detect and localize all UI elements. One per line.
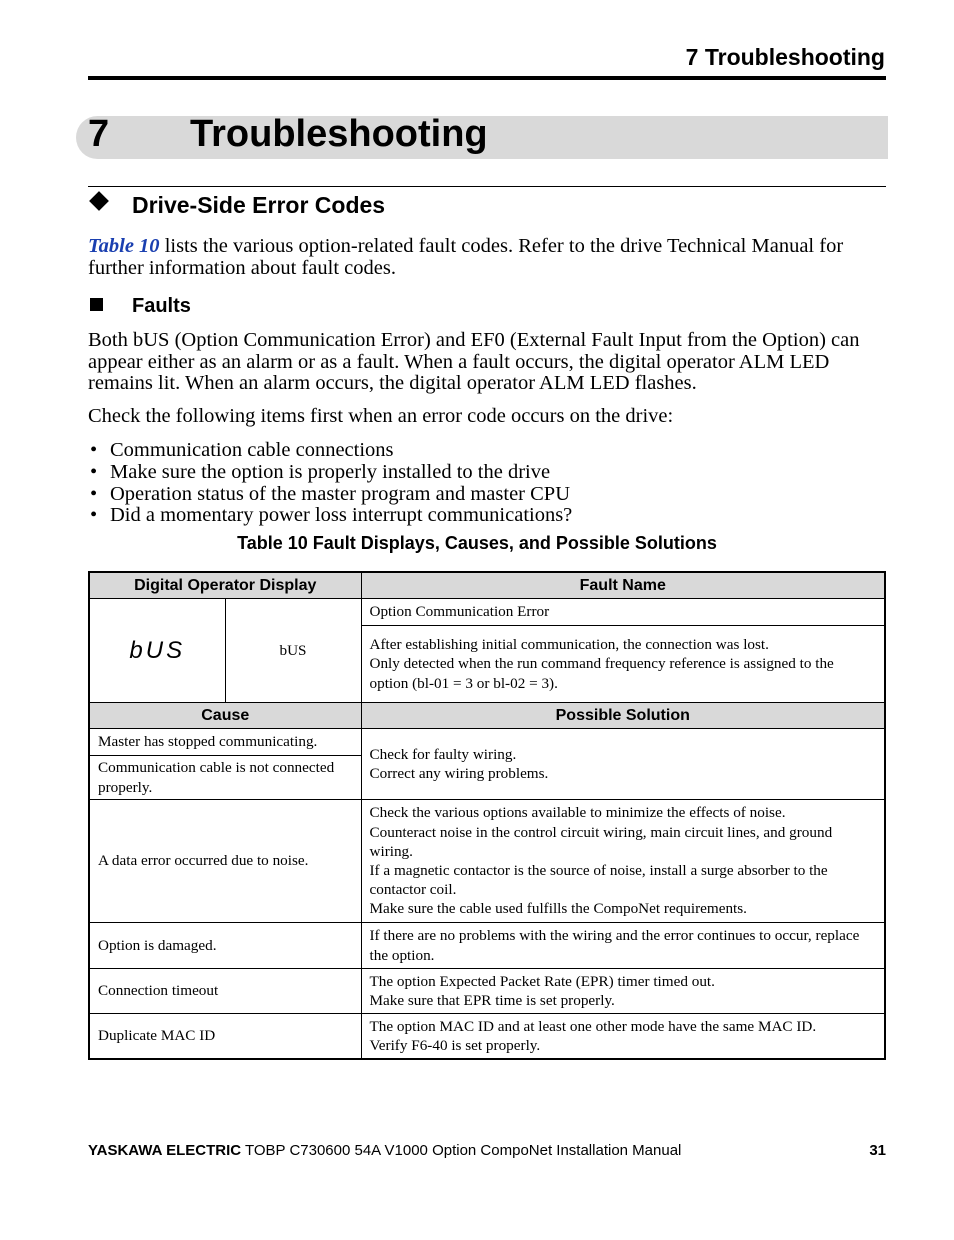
cause-cell: Master has stopped communicating.	[89, 729, 361, 756]
page-number: 31	[869, 1142, 886, 1159]
table-row	[89, 969, 885, 1014]
cause-cell: Connection timeout	[89, 969, 361, 1014]
segment-display: bUS	[89, 599, 225, 703]
footer	[88, 1142, 681, 1159]
footer-doc: TOBP C730600 54A V1000 Option CompoNet Installation Manual	[241, 1142, 682, 1159]
table-caption: Table 10 Fault Displays, Causes, and Possible Solutions	[237, 533, 717, 553]
diamond-icon	[89, 191, 109, 211]
check-list	[90, 440, 572, 527]
solution-cell: Check the various options available to minimize the effects of noise. Counteract noise in the control circuit wiring, main circuit lines, and ground wiring. If a magnetic contactor is the source of noise, install a surge absorber to the contactor coil. Make sure the cable used fulfills the CompoNet requirements.	[361, 800, 885, 923]
section-title: Drive-Side Error Codes	[132, 192, 386, 218]
check-paragraph: Check the following items first when an error code occurs on the drive:	[88, 405, 674, 427]
header-display: Digital Operator Display	[89, 572, 361, 599]
fault-code: bUS	[225, 599, 361, 703]
fault-table	[88, 571, 886, 1060]
header-solution: Possible Solution	[361, 703, 885, 729]
table-row	[89, 800, 885, 923]
header-cause: Cause	[89, 703, 361, 729]
intro-paragraph	[88, 236, 888, 279]
header-fault-name: Fault Name	[361, 572, 885, 599]
solution-cell: The option Expected Packet Rate (EPR) timer timed out. Make sure that EPR time is set properly.	[361, 969, 885, 1014]
faults-paragraph: Both bUS (Option Communication Error) and EF0 (External Fault Input from the Option) can appear either as an alarm or as a fault. When a fault occurs, the digital operator ALM LED remains lit. When an alarm occurs, the digital operator ALM LED flashes.	[88, 329, 860, 394]
footer-brand: YASKAWA ELECTRIC	[88, 1142, 242, 1159]
running-header: 7 Troubleshooting	[685, 44, 885, 70]
section-rule	[88, 186, 886, 187]
header-rule	[88, 76, 886, 80]
square-bullet-icon	[90, 298, 103, 311]
intro-text: lists the various option-related fault codes. Refer to the drive Technical Manual for further information about fault codes.	[88, 235, 844, 279]
table-row	[89, 1014, 885, 1059]
chapter-number: 7	[88, 113, 110, 155]
list-item: • Communication cable connections	[90, 439, 394, 461]
table-link[interactable]: Table 10	[88, 235, 160, 257]
fault-name: Option Communication Error	[361, 599, 885, 626]
cause-cell: A data error occurred due to noise.	[89, 800, 361, 923]
subsection-title: Faults	[132, 295, 191, 317]
solution-cell: If there are no problems with the wiring and the error continues to occur, replace the option.	[361, 923, 885, 969]
solution-cell: Check for faulty wiring. Correct any wiring problems.	[361, 729, 885, 800]
table-row	[89, 729, 885, 756]
table-row	[89, 923, 885, 969]
fault-description: After establishing initial communication, the connection was lost. Only detected when the run command frequency reference is assigned to the option (bl-01 = 3 or bl-02 = 3).	[361, 626, 885, 703]
cause-cell: Duplicate MAC ID	[89, 1014, 361, 1059]
cause-cell: Option is damaged.	[89, 923, 361, 969]
chapter-title: Troubleshooting	[190, 113, 488, 155]
list-item: • Did a momentary power loss interrupt communications?	[90, 504, 573, 527]
list-item: • Operation status of the master program and master CPU	[90, 482, 570, 505]
solution-cell: The option MAC ID and at least one other mode have the same MAC ID. Verify F6-40 is set properly.	[361, 1014, 885, 1059]
cause-cell: Communication cable is not connected properly.	[89, 756, 361, 800]
list-item: • Make sure the option is properly installed to the drive	[90, 460, 551, 483]
